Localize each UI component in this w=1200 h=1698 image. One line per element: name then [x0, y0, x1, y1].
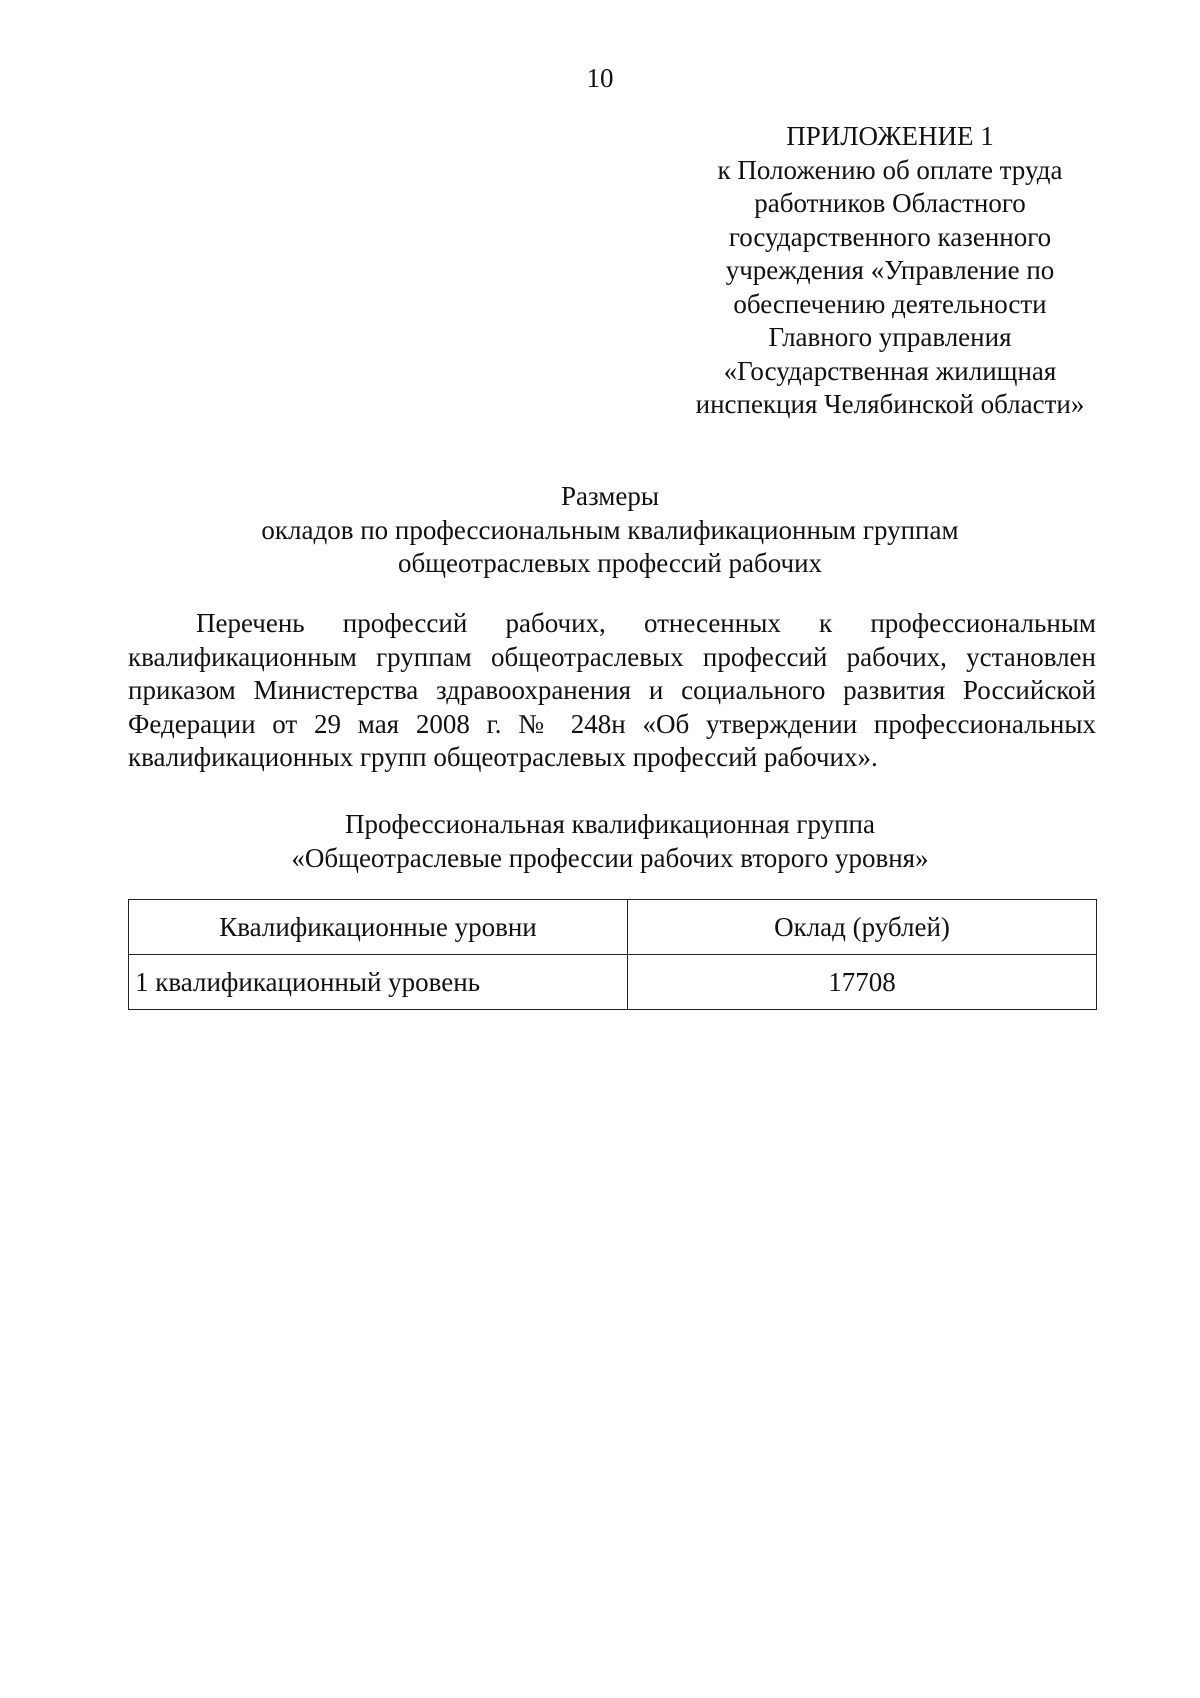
table-header-row — [129, 900, 1097, 955]
appendix-line: «Государственная жилищная — [723, 355, 1057, 386]
column-header-salary: Оклад (рублей) — [628, 900, 1097, 955]
appendix-line: государственного казенного — [728, 221, 1052, 252]
appendix-line: учреждения «Управление по — [725, 255, 1055, 285]
page-number: 10 — [586, 63, 614, 93]
appendix-title: ПРИЛОЖЕНИЕ 1 — [786, 121, 994, 151]
group-heading-line: Профессиональная квалификационная группа — [345, 809, 875, 839]
appendix-line: обеспечению деятельности — [733, 288, 1047, 319]
heading-line: Размеры — [561, 481, 659, 511]
body-paragraph: Перечень профессий рабочих, отнесенных к профессиональным квалификационным группам общеотраслевых профессий рабочих, установлен приказом Министерства здравоохранения и социального развития Российской Федерации от 29 мая 2008 г. № 248н «Об утверждении профессиональных квалификационных групп общеотраслевых профессий рабочих». — [128, 608, 1096, 772]
heading-line: окладов по профессиональным квалификационным группам — [261, 514, 959, 545]
cell-salary-amount: 17708 — [628, 955, 1097, 1010]
table-row — [129, 955, 1097, 1010]
salary-table — [128, 899, 1097, 1010]
appendix-line: работников Областного — [754, 188, 1026, 218]
appendix-block — [660, 120, 1120, 422]
appendix-line: к Положению об оплате труда — [717, 154, 1063, 185]
column-header-level: Квалификационные уровни — [129, 900, 628, 955]
document-heading — [120, 480, 1100, 581]
heading-line: общеотраслевых профессий рабочих — [397, 548, 823, 578]
group-heading — [120, 808, 1100, 875]
appendix-line: Главного управления — [768, 322, 1012, 352]
appendix-line: инспекция Челябинской области» — [695, 389, 1085, 419]
group-heading-line: «Общеотраслевые профессии рабочих второго уровня» — [291, 842, 929, 873]
cell-qualification-level: 1 квалификационный уровень — [129, 955, 628, 1010]
